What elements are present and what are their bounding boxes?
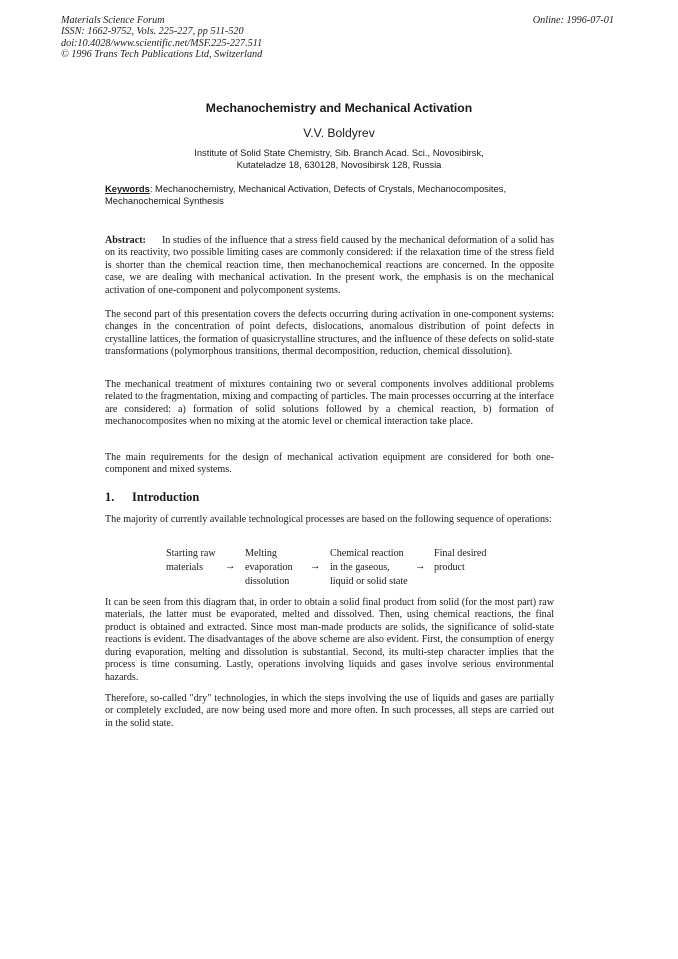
paragraph-mixtures: The mechanical treatment of mixtures containing two or several components involves additional problems related to the fragmentation, mixing and compacting of particles. The main processes occurring at the interface are considered: a) formation of solid solutions followed by a chemical reaction, b) formation of mechanocomposites when no mixing at the atomic level or chemical interaction take place. — [105, 379, 554, 428]
affiliation-line-1: Institute of Solid State Chemistry, Sib. Branch Acad. Sci., Novosibirsk, — [194, 147, 484, 158]
flow-text: in the gaseous, — [330, 562, 390, 574]
author-name: V.V. Boldyrev — [303, 126, 375, 140]
flow-step-melting — [245, 547, 293, 590]
journal-header — [61, 15, 262, 61]
flow-text: Melting — [245, 548, 277, 559]
flow-text: liquid or solid state — [330, 576, 408, 588]
online-date: Online: 1996-07-01 — [532, 15, 614, 26]
abstract-text: In studies of the influence that a stress field caused by the mechanical deformation of a solid has on its reactivity, two possible limiting cases are commonly considered: if the relaxation time of the stress field is shorter than the chemical reaction time, then mechanochemical reactions are concerned. In the opposite case, we are dealing with mechanical activation. In the present work, the emphasis is on the mechanical activation of one-component and polycomponent systems. — [105, 235, 554, 296]
affiliation-line-2: Kutateladze 18, 630128, Novosibirsk 128, Russia — [236, 159, 442, 171]
flow-text: product — [434, 562, 465, 574]
keywords: Keywords: Mechanochemistry, Mechanical Activation, Defects of Crystals, Mechanocomposites, Mechanochemical Synthesis — [105, 183, 507, 207]
paper-title: Mechanochemistry and Mechanical Activation — [205, 101, 473, 115]
flow-arrow: → — [310, 561, 321, 572]
flow-text: dissolution — [245, 576, 290, 588]
journal-name: Materials Science Forum — [61, 15, 165, 26]
flow-arrow: → — [415, 561, 426, 572]
section-heading — [105, 490, 199, 505]
copyright-line: © 1996 Trans Tech Publications Ltd, Switzerland — [61, 49, 263, 61]
flow-text: Starting raw — [166, 548, 216, 559]
keywords-label: Keywords — [105, 183, 150, 194]
flow-text: Final desired — [434, 548, 487, 559]
doi-line: doi:10.4028/www.scientific.net/MSF.225-227.511 — [61, 37, 263, 49]
flow-text: Chemical reaction — [330, 548, 404, 559]
section-number: 1. — [105, 490, 115, 504]
abstract-label: Abstract: — [105, 235, 146, 246]
paragraph-requirements: The main requirements for the design of mechanical activation equipment are considered for both one-component and mixed systems. — [105, 452, 554, 476]
section-title: Introduction — [132, 490, 200, 504]
issn-line: ISSN: 1662-9752, Vols. 225-227, pp 511-520 — [61, 26, 244, 38]
flow-step-raw-materials — [166, 547, 216, 575]
flow-text: materials — [166, 562, 203, 574]
paragraph-defects: The second part of this presentation covers the defects occurring during activation in one-component systems: changes in the concentration of point defects, dislocations, anomalous distribution of point defects in crystalline lattices, the formation of quasicrystalline structures, and the influence of these defects on solid-state transformations (polymorphous transitions, thermal decomposition, reduction, chemical dissolution). — [105, 309, 554, 358]
flow-step-final-product — [434, 547, 486, 575]
keywords-text: Mechanochemistry, Mechanical Activation, Defects of Crystals, Mechanocomposites, Mechanochemical Synthesis — [105, 183, 507, 207]
abstract-paragraph — [105, 235, 554, 297]
flow-text: evaporation — [245, 562, 293, 574]
flow-arrow: → — [225, 561, 236, 572]
flow-step-chemical-reaction — [330, 547, 408, 590]
affiliation — [0, 147, 678, 172]
paragraph-majority: The majority of currently available technological processes are based on the following sequence of operations: — [105, 514, 552, 525]
paragraph-dry-technologies: Therefore, so-called "dry" technologies, in which the steps involving the use of liquids and gases are partially or completely excluded, are now being used more and more often. In such processes, all steps are carried out in the solid state. — [105, 693, 554, 729]
paragraph-diagram-discussion: It can be seen from this diagram that, in order to obtain a solid final product from solid (for the most part) raw materials, the latter must be evaporated, melted and dissolved. Then, using chemical reactions, the final product is obtained and extracted. Since most man-made products are solids, the significance of solid-state reactions is evident. The disadvantages of the above scheme are also evident. First, the consumption of energy during evaporation, melting and dissolution is substantial. Second, its multi-step character implies that the process is time consuming. Lastly, operations involving liquids and gases involve serious environmental hazards. — [105, 597, 554, 683]
